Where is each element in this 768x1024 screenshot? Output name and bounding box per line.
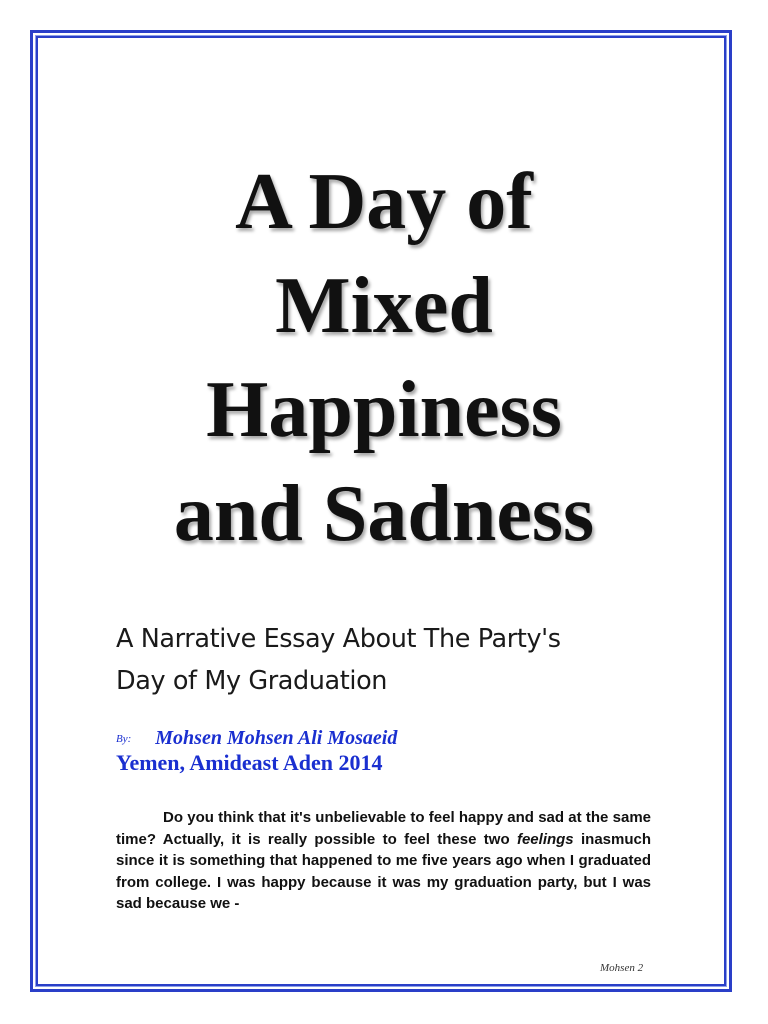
footer-signature: Mohsen 2 (600, 962, 644, 974)
by-label: By: (116, 732, 132, 745)
title-line: A Day of (235, 158, 533, 246)
author-name: Mohsen Mohsen Ali Mosaeid (155, 727, 398, 749)
essay-paragraph (116, 807, 651, 915)
paragraph-text: inasmuch since it is something that happened to me five years ago when I graduated from college. I was happy because it was my graduation party, but I was sad because we - (116, 830, 652, 913)
title-line: Mixed (275, 262, 493, 350)
emphasized-word: feelings (516, 830, 574, 848)
document-subtitle (116, 618, 676, 702)
subtitle-line: A Narrative Essay About The Party's (116, 624, 561, 654)
author-line (116, 727, 397, 750)
title-line: and Sadness (173, 470, 595, 558)
paragraph-text: Do you think that it's unbelievable to feel happy and sad at the same time? Actually, it is really possible to feel these two (116, 809, 651, 848)
document-title (40, 150, 728, 566)
author-location: Yemen, Amideast Aden 2014 (116, 750, 383, 775)
title-line: Happiness (206, 366, 562, 454)
subtitle-line: Day of My Graduation (116, 666, 388, 696)
